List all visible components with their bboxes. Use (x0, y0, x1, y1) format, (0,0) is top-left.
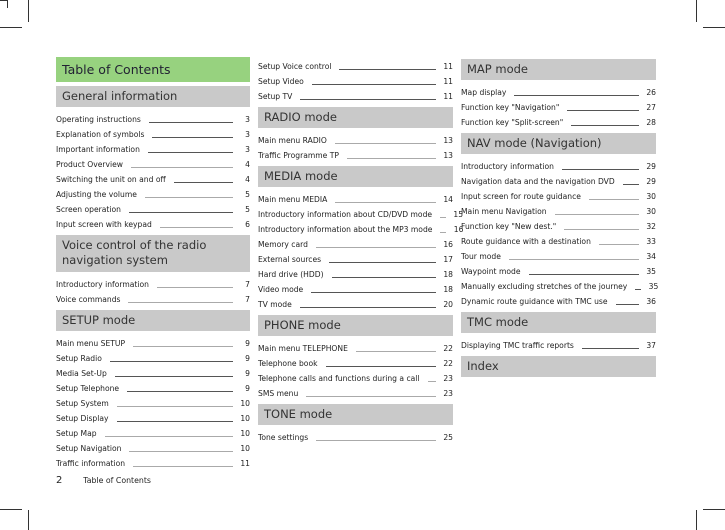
section-heading: TONE mode (258, 404, 453, 425)
toc-entry[interactable]: Setup System 10 (56, 399, 250, 408)
toc-entry[interactable]: Traffic Programme TP 13 (258, 151, 453, 160)
toc-entry[interactable]: Operating instructions 3 (56, 115, 250, 124)
footer-title: Table of Contents (83, 476, 151, 485)
toc-entry[interactable]: Input screen for route guidance 30 (461, 192, 656, 201)
section-heading: MAP mode (461, 59, 656, 80)
toc-column-2 (258, 57, 464, 443)
toc-entry[interactable]: Explanation of symbols 3 (56, 130, 250, 139)
page-number: 2 (56, 475, 63, 486)
toc-entry[interactable]: Manually excluding stretches of the journey 35 (461, 282, 659, 291)
crop-mark (696, 0, 697, 22)
toc-entry[interactable]: Setup Voice control 11 (258, 62, 453, 71)
toc-entry[interactable]: Function key "New dest." 32 (461, 222, 656, 231)
toc-entry[interactable]: Media Set-Up 9 (56, 369, 250, 378)
toc-entry[interactable]: Tone settings 25 (258, 433, 453, 442)
section-heading: SETUP mode (56, 310, 250, 331)
toc-entry[interactable]: Setup Navigation 10 (56, 444, 250, 453)
toc-entry[interactable]: Main menu RADIO 13 (258, 136, 453, 145)
page-footer (56, 475, 151, 486)
toc-entry[interactable]: Hard drive (HDD) 18 (258, 270, 453, 279)
crop-mark (696, 510, 697, 530)
toc-entry[interactable]: Main menu Navigation 30 (461, 207, 656, 216)
toc-entry[interactable]: External sources 17 (258, 255, 453, 264)
toc-entry[interactable]: Setup TV 11 (258, 92, 453, 101)
toc-entry[interactable]: Tour mode 34 (461, 252, 656, 261)
toc-entry[interactable]: Setup Map 10 (56, 429, 250, 438)
section-heading: Index (461, 356, 656, 377)
toc-entry[interactable]: Telephone calls and functions during a call 23 (258, 374, 453, 383)
toc-entry[interactable]: Main menu MEDIA 14 (258, 195, 453, 204)
toc-entry[interactable]: Setup Video 11 (258, 77, 453, 86)
toc-entry[interactable]: Traffic information 11 (56, 459, 250, 468)
toc-entry[interactable]: Introductory information 29 (461, 162, 656, 171)
toc-entry[interactable]: Setup Display 10 (56, 414, 250, 423)
toc-entry[interactable]: Function key "Navigation" 27 (461, 103, 656, 112)
crop-mark (7, 0, 8, 8)
toc-entry[interactable]: Setup Radio 9 (56, 354, 250, 363)
toc-entry[interactable]: Video mode 18 (258, 285, 453, 294)
crop-mark (0, 509, 22, 510)
toc-entry[interactable]: Waypoint mode 35 (461, 267, 656, 276)
toc-entry[interactable]: Adjusting the volume 5 (56, 190, 250, 199)
crop-mark (28, 510, 29, 530)
toc-entry[interactable]: Setup Telephone 9 (56, 384, 250, 393)
toc-entry[interactable]: Displaying TMC traffic reports 37 (461, 341, 656, 350)
toc-column-1 (56, 57, 250, 469)
toc-entry[interactable]: Function key "Split-screen" 28 (461, 118, 656, 127)
toc-title: Table of Contents (56, 57, 250, 82)
toc-entry[interactable]: SMS menu 23 (258, 389, 453, 398)
toc-entry[interactable]: Voice commands 7 (56, 295, 250, 304)
section-heading: PHONE mode (258, 315, 453, 336)
toc-entry[interactable]: TV mode 20 (258, 300, 453, 309)
section-heading: RADIO mode (258, 107, 453, 128)
toc-entry[interactable]: Main menu SETUP 9 (56, 339, 250, 348)
section-heading: TMC mode (461, 312, 656, 333)
toc-entry[interactable]: Route guidance with a destination 33 (461, 237, 656, 246)
section-heading: Voice control of the radio navigation system (56, 235, 250, 272)
toc-entry[interactable]: Switching the unit on and off 4 (56, 175, 250, 184)
toc-entry[interactable]: Introductory information 7 (56, 280, 250, 289)
toc-entry[interactable]: Map display 26 (461, 88, 656, 97)
toc-entry[interactable]: Product Overview 4 (56, 160, 250, 169)
toc-entry[interactable]: Important information 3 (56, 145, 250, 154)
crop-mark (28, 0, 29, 22)
toc-entry[interactable]: Introductory information about the MP3 mode 16 (258, 225, 464, 234)
toc-entry[interactable]: Telephone book 22 (258, 359, 453, 368)
toc-entry[interactable]: Screen operation 5 (56, 205, 250, 214)
toc-entry[interactable]: Navigation data and the navigation DVD 29 (461, 177, 656, 186)
toc-entry[interactable]: Dynamic route guidance with TMC use 36 (461, 297, 656, 306)
toc-entry[interactable]: Input screen with keypad 6 (56, 220, 250, 229)
toc-column-3 (461, 59, 659, 380)
toc-entry[interactable]: Main menu TELEPHONE 22 (258, 344, 453, 353)
crop-mark (703, 27, 725, 28)
section-heading: General information (56, 86, 250, 107)
section-heading: NAV mode (Navigation) (461, 133, 656, 154)
crop-mark (703, 509, 725, 510)
toc-entry[interactable]: Memory card 16 (258, 240, 453, 249)
toc-entry[interactable]: Introductory information about CD/DVD mode 15 (258, 210, 464, 219)
section-heading: MEDIA mode (258, 166, 453, 187)
crop-mark (0, 27, 22, 28)
